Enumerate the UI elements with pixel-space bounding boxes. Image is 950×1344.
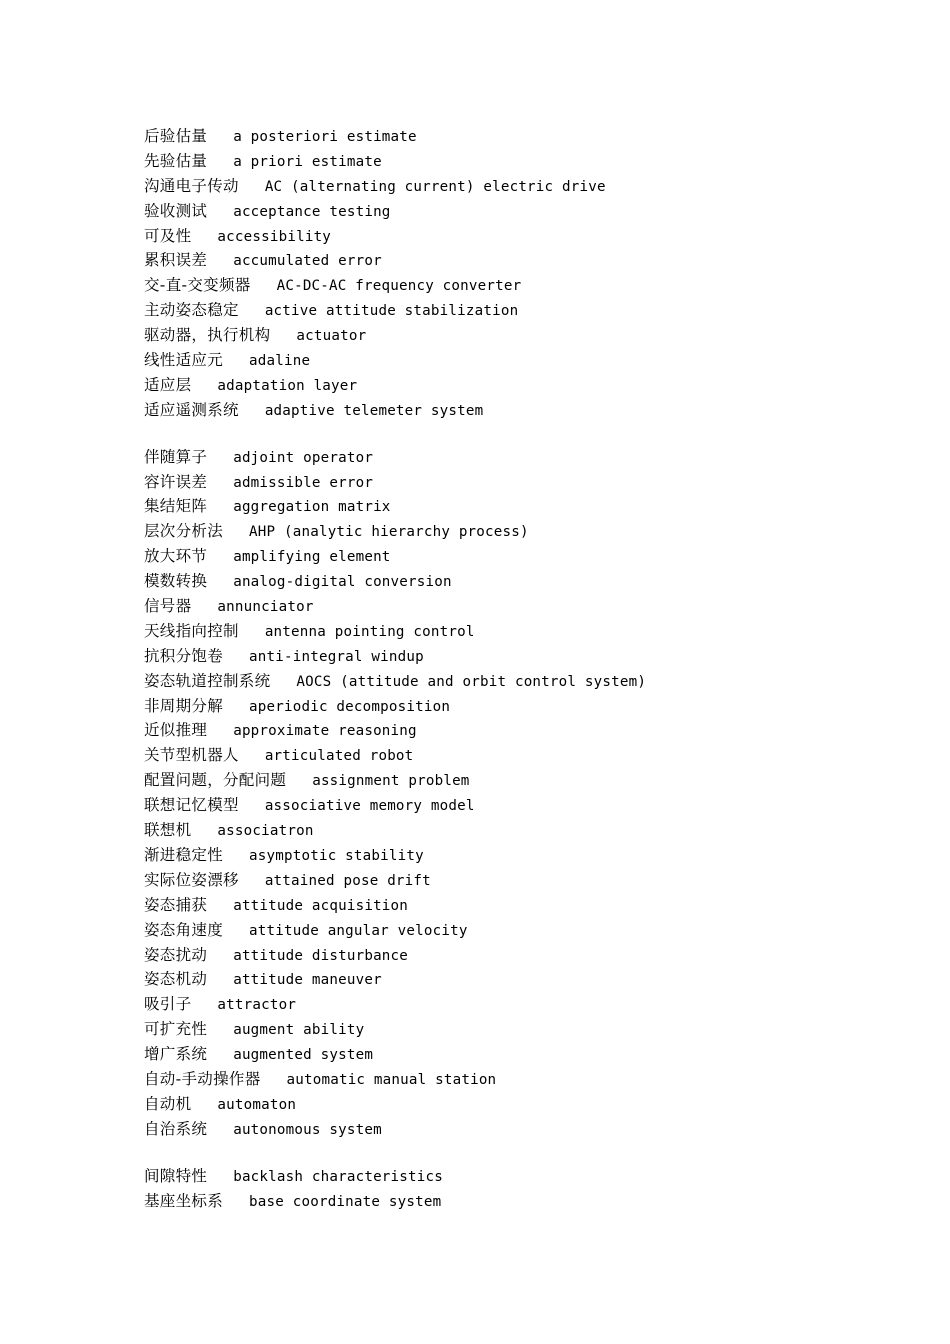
glossary-entry [144,1042,924,1067]
chinese-term: 姿态机动 [144,970,208,989]
glossary-entry [144,868,924,893]
english-term: aperiodic decomposition [249,698,451,715]
chinese-term: 基座坐标系 [144,1191,224,1210]
chinese-term: 后验估量 [144,127,208,145]
english-term: admissible error [233,474,374,491]
english-term: attractor [217,997,297,1014]
english-term: actuator [296,328,367,345]
chinese-term: 沟通电子传动 [144,176,239,195]
chinese-term: 自动-手动操作器 [144,1069,261,1088]
english-term: augmented system [233,1047,374,1064]
glossary-entry [144,793,924,818]
chinese-term: 集结矩阵 [144,497,208,516]
glossary-entry [144,398,924,423]
glossary-entry [144,298,924,323]
glossary-entry [144,494,924,519]
english-term: associatron [217,823,314,840]
english-term: backlash characteristics [233,1168,444,1185]
english-term: assignment problem [312,773,470,790]
glossary-entry [144,124,924,149]
english-term: AC (alternating current) electric drive [264,178,606,195]
english-term: AC-DC-AC frequency converter [276,278,522,295]
english-term: adaptation layer [217,377,358,394]
chinese-term: 增广系统 [144,1045,208,1064]
english-term: articulated robot [264,748,414,765]
glossary-entry [144,992,924,1017]
glossary-document [144,124,924,1213]
english-term: accessibility [217,228,332,245]
english-term: annunciator [217,599,314,616]
chinese-term: 姿态扰动 [144,945,208,964]
chinese-term: 层次分析法 [144,522,224,541]
english-term: associative memory model [264,798,475,815]
glossary-entry [144,943,924,968]
chinese-term: 可扩充性 [144,1020,208,1039]
english-term: analog-digital conversion [233,574,452,591]
chinese-term: 渐进稳定性 [144,845,224,864]
chinese-term: 实际位姿漂移 [144,870,239,889]
english-term: asymptotic stability [249,847,424,864]
chinese-term: 先验估量 [144,151,208,170]
english-term: a posteriori estimate [233,129,417,145]
chinese-term: 联想记忆模型 [144,796,239,815]
glossary-entry [144,918,924,943]
english-term: approximate reasoning [233,723,417,740]
glossary-entry [144,967,924,992]
glossary-entry [144,569,924,594]
glossary-entry [144,1164,924,1189]
chinese-term: 驱动器，执行机构 [144,326,271,345]
chinese-term: 交-直-交变频器 [144,276,251,295]
english-term: attitude angular velocity [249,922,468,939]
glossary-entry [144,1017,924,1042]
english-term: adaptive telemeter system [264,402,484,419]
chinese-term: 信号器 [144,597,192,616]
english-term: amplifying element [233,549,391,566]
english-term: automatic manual station [286,1071,497,1088]
english-term: aggregation matrix [233,499,391,516]
english-term: AHP (analytic hierarchy process) [249,524,529,541]
chinese-term: 累积误差 [144,251,208,270]
glossary-section-a2 [144,445,924,1142]
chinese-term: 模数转换 [144,572,208,591]
chinese-term: 非周期分解 [144,696,224,715]
chinese-term: 放大环节 [144,547,208,566]
english-term: attitude disturbance [233,947,409,964]
glossary-entry [144,323,924,348]
glossary-entry [144,818,924,843]
chinese-term: 天线指向控制 [144,621,239,640]
chinese-term: 适应层 [144,375,192,394]
glossary-entry [144,843,924,868]
chinese-term: 抗积分饱卷 [144,646,224,665]
chinese-term: 主动姿态稳定 [144,301,239,320]
chinese-term: 适应遥测系统 [144,400,239,419]
glossary-entry [144,348,924,373]
english-term: AOCS (attitude and orbit control system) [296,673,647,690]
english-term: attitude acquisition [233,897,409,914]
glossary-entry [144,1189,924,1214]
glossary-section-a1 [144,124,924,423]
glossary-section-b [144,1164,924,1214]
english-term: accumulated error [233,253,382,270]
chinese-term: 姿态角速度 [144,920,224,939]
glossary-entry [144,248,924,273]
glossary-entry [144,644,924,669]
english-term: adjoint operator [233,449,374,466]
english-term: base coordinate system [249,1193,442,1210]
english-term: adaline [249,353,311,370]
english-term: attained pose drift [264,872,431,889]
glossary-entry [144,669,924,694]
glossary-entry [144,470,924,495]
glossary-entry [144,519,924,544]
glossary-entry [144,445,924,470]
glossary-entry [144,743,924,768]
chinese-term: 联想机 [144,821,192,840]
glossary-entry [144,694,924,719]
chinese-term: 可及性 [144,226,192,245]
glossary-entry [144,199,924,224]
glossary-entry [144,718,924,743]
chinese-term: 姿态捕获 [144,895,208,914]
chinese-term: 容许误差 [144,472,208,491]
chinese-term: 关节型机器人 [144,746,239,765]
glossary-entry [144,1092,924,1117]
english-term: autonomous system [233,1121,382,1138]
glossary-entry [144,174,924,199]
chinese-term: 间隙特性 [144,1166,208,1185]
glossary-entry [144,1117,924,1142]
glossary-entry [144,544,924,569]
glossary-entry [144,893,924,918]
chinese-term: 配置问题，分配问题 [144,771,287,790]
glossary-entry [144,273,924,298]
glossary-entry [144,619,924,644]
glossary-entry [144,594,924,619]
glossary-entry [144,1067,924,1092]
english-term: attitude maneuver [233,972,382,989]
chinese-term: 近似推理 [144,721,208,740]
chinese-term: 自治系统 [144,1119,208,1138]
chinese-term: 伴随算子 [144,447,208,466]
glossary-entry [144,149,924,174]
chinese-term: 验收测试 [144,201,208,220]
english-term: augment ability [233,1022,365,1039]
english-term: automaton [217,1096,297,1113]
chinese-term: 吸引子 [144,995,192,1014]
english-term: active attitude stabilization [264,303,519,320]
glossary-entry [144,768,924,793]
english-term: acceptance testing [233,203,391,220]
glossary-entry [144,224,924,249]
chinese-term: 自动机 [144,1094,192,1113]
glossary-entry [144,373,924,398]
english-term: a priori estimate [233,153,382,170]
chinese-term: 姿态轨道控制系统 [144,671,271,690]
chinese-term: 线性适应元 [144,351,224,370]
english-term: antenna pointing control [264,623,475,640]
english-term: anti-integral windup [249,648,424,665]
